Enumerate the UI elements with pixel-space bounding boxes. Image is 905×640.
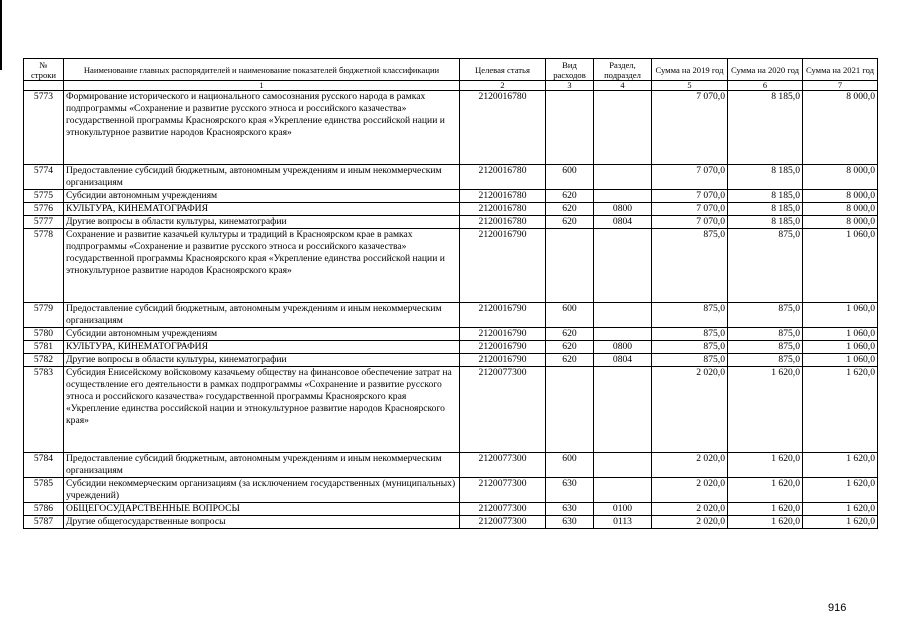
row-sum-2020: 875,0 (728, 229, 803, 303)
row-target-article: 2120016790 (460, 354, 546, 367)
row-target-article: 2120077300 (460, 478, 546, 503)
row-section (594, 478, 652, 503)
header-expense-kind: Вид расходов (546, 59, 594, 81)
row-sum-2020: 875,0 (728, 341, 803, 354)
col-number: 3 (546, 81, 594, 91)
header-section: Раздел, подраздел (594, 59, 652, 81)
row-number: 5773 (24, 91, 64, 165)
row-number: 5786 (24, 503, 64, 516)
row-name: Предоставление субсидий бюджетным, автономным учреждениям и иным некоммерческим организациям (64, 303, 460, 328)
table-row (24, 229, 878, 303)
row-sum-2020: 8 185,0 (728, 91, 803, 165)
row-number: 5781 (24, 341, 64, 354)
row-sum-2020: 875,0 (728, 354, 803, 367)
row-target-article: 2120016780 (460, 216, 546, 229)
table-row (24, 478, 878, 503)
col-number: 2 (460, 81, 546, 91)
row-section (594, 229, 652, 303)
row-sum-2021: 1 620,0 (803, 503, 878, 516)
row-target-article: 2120077300 (460, 453, 546, 478)
row-sum-2019: 2 020,0 (652, 503, 728, 516)
row-sum-2019: 7 070,0 (652, 190, 728, 203)
row-sum-2019: 7 070,0 (652, 203, 728, 216)
row-section: 0804 (594, 216, 652, 229)
table-row (24, 341, 878, 354)
row-expense-kind: 620 (546, 354, 594, 367)
row-section (594, 303, 652, 328)
table-row (24, 303, 878, 328)
row-section (594, 190, 652, 203)
header-row-number: № строки (24, 59, 64, 81)
header-sum-2019: Сумма на 2019 год (652, 59, 728, 81)
row-sum-2020: 1 620,0 (728, 367, 803, 453)
row-name: ОБЩЕГОСУДАРСТВЕННЫЕ ВОПРОСЫ (64, 503, 460, 516)
row-expense-kind: 620 (546, 216, 594, 229)
table-row (24, 203, 878, 216)
row-sum-2019: 7 070,0 (652, 91, 728, 165)
row-sum-2021: 1 620,0 (803, 478, 878, 503)
row-name: Другие общегосударственные вопросы (64, 516, 460, 529)
row-name: Другие вопросы в области культуры, кинематографии (64, 216, 460, 229)
table-row (24, 503, 878, 516)
row-expense-kind (546, 91, 594, 165)
row-number: 5784 (24, 453, 64, 478)
row-sum-2021: 1 060,0 (803, 328, 878, 341)
row-expense-kind: 620 (546, 190, 594, 203)
row-name: Субсидия Енисейскому войсковому казачьему обществу на финансовое обеспечение затрат на осуществление его деятельности в рамках подпрограммы «Сохранение и развитие русского этноса и российского казачества» государственной программы Красноярского края «Укрепление единства российской нации и этнокультурное развитие народов Красноярского края» (64, 367, 460, 453)
row-expense-kind: 630 (546, 478, 594, 503)
row-sum-2019: 7 070,0 (652, 216, 728, 229)
col-number (24, 81, 64, 91)
row-sum-2021: 1 060,0 (803, 229, 878, 303)
row-number: 5782 (24, 354, 64, 367)
header-name: Наименование главных распорядителей и наименование показателей бюджетной классификации (64, 59, 460, 81)
row-name: КУЛЬТУРА, КИНЕМАТОГРАФИЯ (64, 341, 460, 354)
row-expense-kind: 620 (546, 328, 594, 341)
row-section (594, 328, 652, 341)
row-number: 5779 (24, 303, 64, 328)
row-section (594, 91, 652, 165)
row-target-article: 2120016780 (460, 190, 546, 203)
row-sum-2021: 1 620,0 (803, 453, 878, 478)
col-number: 6 (728, 81, 803, 91)
table-row (24, 190, 878, 203)
row-expense-kind (546, 229, 594, 303)
row-sum-2021: 1 060,0 (803, 341, 878, 354)
row-target-article: 2120077300 (460, 503, 546, 516)
row-sum-2020: 8 185,0 (728, 190, 803, 203)
table-row (24, 328, 878, 341)
row-sum-2020: 8 185,0 (728, 216, 803, 229)
row-name: Субсидии некоммерческим организациям (за исключением государственных (муниципальных) учреждений) (64, 478, 460, 503)
row-sum-2019: 875,0 (652, 328, 728, 341)
row-sum-2020: 1 620,0 (728, 516, 803, 529)
row-sum-2021: 8 000,0 (803, 190, 878, 203)
row-section: 0804 (594, 354, 652, 367)
col-number: 7 (803, 81, 878, 91)
row-section: 0800 (594, 203, 652, 216)
row-target-article: 2120016780 (460, 91, 546, 165)
row-expense-kind: 620 (546, 203, 594, 216)
row-sum-2019: 2 020,0 (652, 516, 728, 529)
row-number: 5780 (24, 328, 64, 341)
row-section (594, 367, 652, 453)
row-sum-2021: 1 060,0 (803, 354, 878, 367)
row-sum-2021: 1 060,0 (803, 303, 878, 328)
row-target-article: 2120077300 (460, 367, 546, 453)
row-name: Формирование исторического и национального самосознания русского народа в рамках подпрограммы «Сохранение и развитие русского этноса и российского казачества» государственной программы Красноярского края «Укрепление единства российской нации и этнокультурное развитие народов Красноярского края» (64, 91, 460, 165)
row-expense-kind: 600 (546, 453, 594, 478)
row-section (594, 453, 652, 478)
row-sum-2020: 8 185,0 (728, 165, 803, 190)
row-section: 0800 (594, 341, 652, 354)
row-target-article: 2120016780 (460, 203, 546, 216)
row-number: 5778 (24, 229, 64, 303)
table-row (24, 367, 878, 453)
page-number: 916 (828, 602, 847, 614)
row-sum-2020: 1 620,0 (728, 503, 803, 516)
row-sum-2021: 1 620,0 (803, 516, 878, 529)
row-target-article: 2120016790 (460, 229, 546, 303)
table-row (24, 516, 878, 529)
row-sum-2021: 8 000,0 (803, 216, 878, 229)
row-number: 5775 (24, 190, 64, 203)
budget-table (23, 58, 878, 529)
row-target-article: 2120016790 (460, 328, 546, 341)
header-sum-2021: Сумма на 2021 год (803, 59, 878, 81)
row-number: 5777 (24, 216, 64, 229)
row-sum-2019: 2 020,0 (652, 478, 728, 503)
row-name: КУЛЬТУРА, КИНЕМАТОГРАФИЯ (64, 203, 460, 216)
page-edge-line (0, 0, 2, 70)
row-sum-2020: 875,0 (728, 328, 803, 341)
table-row (24, 354, 878, 367)
row-expense-kind: 630 (546, 503, 594, 516)
row-expense-kind (546, 367, 594, 453)
table-header-row (24, 59, 878, 81)
row-number: 5776 (24, 203, 64, 216)
row-target-article: 2120077300 (460, 516, 546, 529)
header-sum-2020: Сумма на 2020 год (728, 59, 803, 81)
row-section: 0100 (594, 503, 652, 516)
row-sum-2021: 8 000,0 (803, 165, 878, 190)
row-sum-2019: 7 070,0 (652, 165, 728, 190)
row-expense-kind: 630 (546, 516, 594, 529)
row-sum-2020: 1 620,0 (728, 478, 803, 503)
row-sum-2020: 875,0 (728, 303, 803, 328)
col-number: 5 (652, 81, 728, 91)
row-expense-kind: 600 (546, 303, 594, 328)
row-name: Другие вопросы в области культуры, кинематографии (64, 354, 460, 367)
table-row (24, 453, 878, 478)
row-number: 5783 (24, 367, 64, 453)
row-sum-2019: 2 020,0 (652, 367, 728, 453)
row-sum-2019: 875,0 (652, 354, 728, 367)
row-expense-kind: 600 (546, 165, 594, 190)
row-sum-2019: 875,0 (652, 303, 728, 328)
row-name: Субсидии автономным учреждениям (64, 190, 460, 203)
row-target-article: 2120016790 (460, 303, 546, 328)
row-sum-2019: 875,0 (652, 229, 728, 303)
header-target-article: Целевая статья (460, 59, 546, 81)
row-sum-2021: 1 620,0 (803, 367, 878, 453)
col-number: 4 (594, 81, 652, 91)
row-name: Предоставление субсидий бюджетным, автономным учреждениям и иным некоммерческим организациям (64, 453, 460, 478)
col-number: 1 (64, 81, 460, 91)
table-row (24, 91, 878, 165)
row-target-article: 2120016790 (460, 341, 546, 354)
row-sum-2019: 875,0 (652, 341, 728, 354)
table-row (24, 216, 878, 229)
row-sum-2021: 8 000,0 (803, 203, 878, 216)
table-row (24, 165, 878, 190)
row-name: Предоставление субсидий бюджетным, автономным учреждениям и иным некоммерческим организациям (64, 165, 460, 190)
row-target-article: 2120016780 (460, 165, 546, 190)
row-number: 5774 (24, 165, 64, 190)
row-sum-2019: 2 020,0 (652, 453, 728, 478)
row-sum-2021: 8 000,0 (803, 91, 878, 165)
row-name: Субсидии автономным учреждениям (64, 328, 460, 341)
row-section (594, 165, 652, 190)
row-name: Сохранение и развитие казачьей культуры и традиций в Красноярском крае в рамках подпрограммы «Сохранение и развитие русского этноса и российского казачества» государственной программы Красноярского края «Укрепление единства российской нации и этнокультурное развитие народов Красноярского края» (64, 229, 460, 303)
row-expense-kind: 620 (546, 341, 594, 354)
row-number: 5785 (24, 478, 64, 503)
column-number-row (24, 81, 878, 91)
row-sum-2020: 1 620,0 (728, 453, 803, 478)
row-section: 0113 (594, 516, 652, 529)
row-sum-2020: 8 185,0 (728, 203, 803, 216)
row-number: 5787 (24, 516, 64, 529)
